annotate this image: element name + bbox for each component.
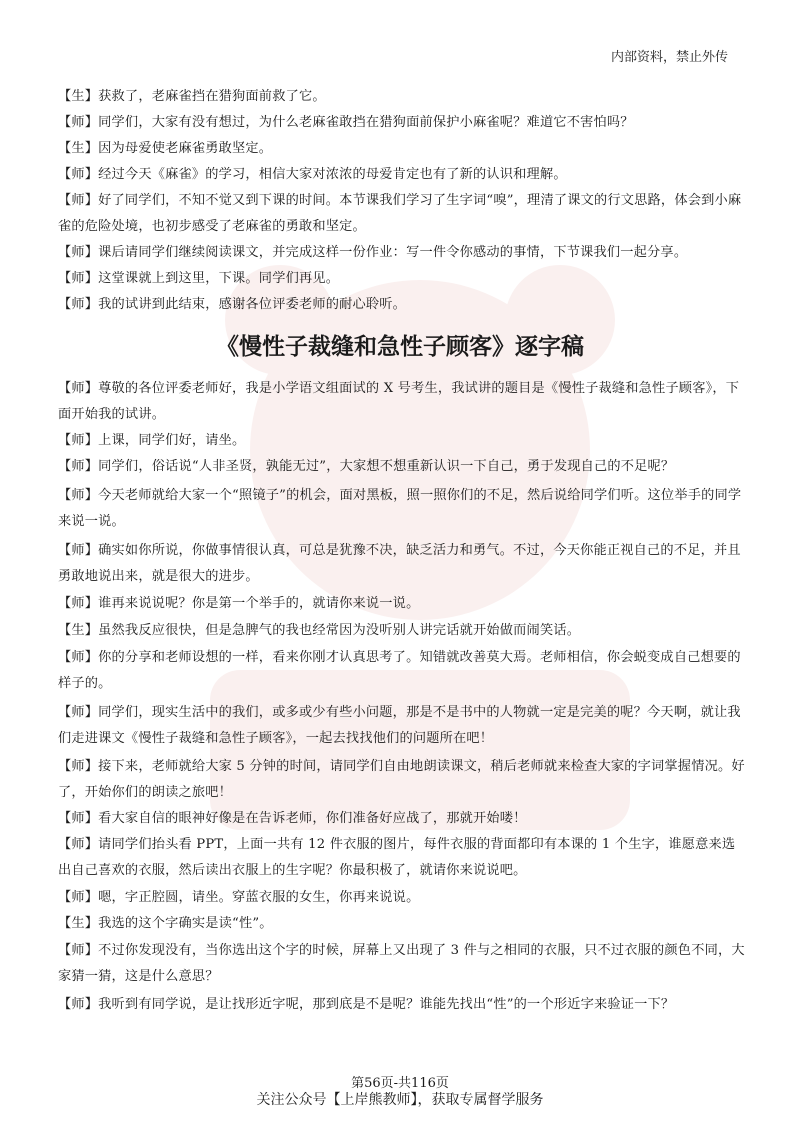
- page-title: 《慢性子裁缝和急性子顾客》逐字稿: [216, 334, 584, 360]
- dialogue-line: 【师】课后请同学们继续阅读课文，并完成这样一份作业：写一件令你感动的事情，下节课我们一起分享。: [58, 245, 688, 260]
- dialogue-line: 【师】确实如你所说，你做事情很认真，可总是犹豫不决，缺乏活力和勇气。不过，今天你能正视自己的不足，并且勇敢地说出来，就是很大的进步。: [58, 543, 741, 584]
- dialogue-line: 【师】同学们，大家有没有想过，为什么老麻雀敢挡在猎狗面前保护小麻雀呢？难道它不害怕吗？: [58, 115, 634, 130]
- dialogue-line: 【师】这堂课就上到这里，下课。同学们再见。: [58, 271, 340, 286]
- dialogue-line: 【师】好了同学们，不知不觉又到下课的时间。本节课我们学习了生字词“嗅”，理清了课文的行文思路，体会到小麻雀的危险处境，也初步感受了老麻雀的勇敢和坚定。: [58, 193, 742, 234]
- dialogue-line: 【师】同学们，俗话说“人非圣贤，孰能无过”，大家想不想重新认识一下自己，勇于发现自己的不足呢？: [58, 459, 675, 474]
- dialogue-line: 【师】今天老师就给大家一个“照镜子”的机会，面对黑板，照一照你们的不足，然后说给同学们听。这位举手的同学来说一说。: [58, 488, 742, 529]
- dialogue-line: 【师】上课，同学们好，请坐。: [58, 433, 246, 448]
- dialogue-line: 【师】不过你发现没有，当你选出这个字的时候，屏幕上又出现了 3 件与之相同的衣服，只不过衣服的颜色不同，大家猜一猜，这是什么意思？: [58, 943, 745, 984]
- dialogue-line: 【师】尊敬的各位评委老师好，我是小学语文组面试的 X 号考生，我试讲的题目是《慢性子裁缝和急性子顾客》，下面开始我的试讲。: [58, 381, 740, 422]
- dialogue-line: 【师】同学们，现实生活中的我们，或多或少有些小问题，那是不是书中的人物就一定是完美的呢？今天啊，就让我们走进课文《慢性子裁缝和急性子顾客》，一起去找找他们的问题所在吧！: [58, 705, 741, 746]
- dialogue-line: 【师】接下来，老师就给大家 5 分钟的时间，请同学们自由地朗读课文，稍后老师就来检查大家的字词掌握情况。好了，开始你们的朗读之旅吧！: [58, 759, 745, 800]
- dialogue-line: 【生】因为母爱使老麻雀勇敢坚定。: [58, 141, 273, 156]
- dialogue-line: 【生】虽然我反应很快，但是急脾气的我也经常因为没听别人讲完话就开始做而闹笑话。: [58, 623, 581, 638]
- page-number: 第56页-共116页: [351, 1076, 449, 1091]
- dialogue-line: 【师】请同学们抬头看 PPT，上面一共有 12 件衣服的图片，每件衣服的背面都印有本课的 1 个生字，谁愿意来选出自己喜欢的衣服，然后读出衣服上的生字呢？你最积极了，就请你来说说吧。: [58, 837, 736, 878]
- dialogue-line: 【师】谁再来说说呢？你是第一个举手的，就请你来说一说。: [58, 596, 420, 611]
- dialogue-line: 【生】获救了，老麻雀挡在猎狗面前救了它。: [58, 89, 326, 104]
- dialogue-line: 【师】经过今天《麻雀》的学习，相信大家对浓浓的母爱肯定也有了新的认识和理解。: [58, 167, 567, 182]
- dialogue-line: 【师】嗯，字正腔圆，请坐。穿蓝衣服的女生，你再来说说。: [58, 890, 420, 905]
- dialogue-line: 【师】我听到有同学说，是让找形近字呢，那到底是不是呢？谁能先找出“性”的一个形近字来验证一下？: [58, 997, 675, 1012]
- dialogue-line: 【师】看大家自信的眼神好像是在告诉老师，你们准备好应战了，那就开始喽！: [58, 811, 527, 826]
- footer-note: 关注公众号【上岸熊教师】，获取专属督学服务: [256, 1092, 544, 1108]
- confidential-note: 内部资料，禁止外传: [610, 50, 728, 65]
- dialogue-line: 【师】你的分享和老师设想的一样，看来你刚才认真思考了。知错就改善莫大焉。老师相信，你会蜕变成自己想要的样子的。: [58, 650, 741, 691]
- dialogue-line: 【师】我的试讲到此结束，感谢各位评委老师的耐心聆听。: [58, 297, 407, 312]
- dialogue-line: 【生】我选的这个字确实是读“性”。: [58, 916, 273, 931]
